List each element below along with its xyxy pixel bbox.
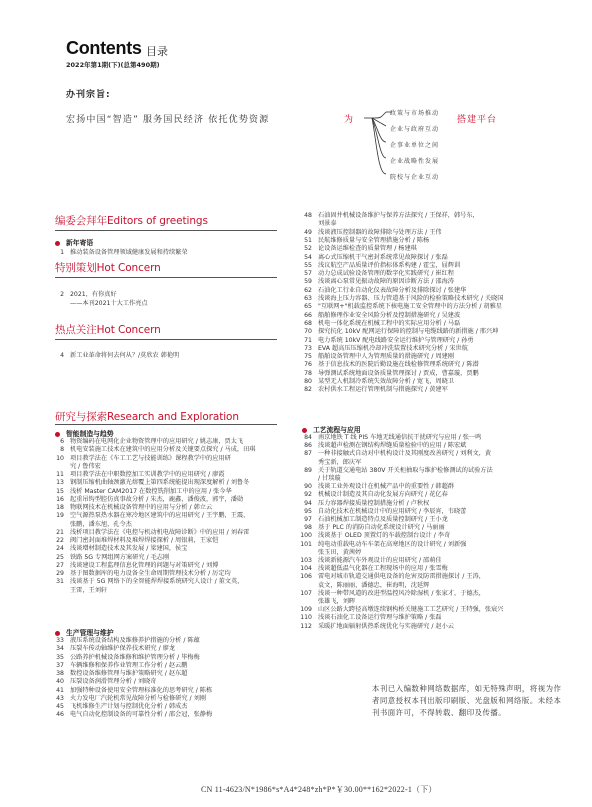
entry-title: 压力容器焊接质量控制措施分析 / 卢秋权 xyxy=(318,499,430,507)
page-number: 90 xyxy=(304,483,312,491)
page-number: 71 xyxy=(304,336,312,344)
page-number: 86 xyxy=(304,442,312,450)
entry-title: 张雄飞，刘晖 xyxy=(318,598,356,605)
entry-title: 浅析 Master CAM2017 在数控铣削加工中的应用 / 张今华 xyxy=(70,487,232,495)
toc-entry xyxy=(47,471,225,479)
toc-entry xyxy=(295,491,448,499)
entry-title: 数控设备维修管理与维护策略研究 / 赵东超 xyxy=(70,670,188,677)
toc-entry xyxy=(295,508,466,516)
page-title-cn: 目录 xyxy=(146,45,168,58)
toc-entry xyxy=(47,562,218,570)
page-number: 40 xyxy=(56,678,64,686)
toc-entry xyxy=(47,537,218,545)
toc-entry xyxy=(47,570,231,578)
page-number: 35 xyxy=(56,653,64,661)
toc-entry xyxy=(295,598,355,606)
page-number: 38 xyxy=(56,670,64,677)
toc-entry xyxy=(47,587,107,595)
page-number: 92 xyxy=(304,491,312,499)
subhead-label: 智能制造与趋势 xyxy=(66,430,114,438)
subhead-process xyxy=(302,424,361,434)
page-number: 84 xyxy=(304,434,312,441)
toc-entry xyxy=(47,662,187,670)
entry-title: 基于图数据库的电力设备全生命周期管理技术分析 / 厉定均 xyxy=(70,570,231,577)
page-number: 41 xyxy=(56,686,64,694)
toc-entry xyxy=(295,254,448,262)
page-number: 52 xyxy=(304,245,312,253)
entry-title: 浅谈新能源汽车外观设计的应用研究 / 邵萌佳 xyxy=(318,557,442,564)
toc-entry xyxy=(295,386,448,394)
toc-entry xyxy=(47,291,117,299)
toc-entry xyxy=(295,573,485,581)
entry-title: 基于 PLC 的消防自动化系统设计研究 / 马丽丽 xyxy=(318,524,445,532)
purpose-branch: 企业与政府互动 xyxy=(390,126,440,133)
purpose-branch: 政策与市场推动 xyxy=(390,110,440,117)
section-rule xyxy=(55,339,277,340)
toc-entry xyxy=(295,337,474,345)
page-number: 95 xyxy=(304,507,312,515)
page-number: 106 xyxy=(300,573,312,581)
bullet-dot xyxy=(55,432,60,437)
entry-title: 加强特种设备使用安全管理标准化的思考研究 / 陈栋 xyxy=(70,686,213,694)
page-number: 51 xyxy=(304,236,312,244)
toc-entry xyxy=(295,328,498,336)
entry-title: ——本刊2021十大工作亮点 xyxy=(70,299,148,307)
subhead-label: 新年寄语 xyxy=(66,239,94,247)
page-number: 110 xyxy=(300,614,312,622)
page-number: 11 xyxy=(56,471,64,478)
toc-entry xyxy=(295,516,448,524)
page-number: 37 xyxy=(56,661,64,669)
toc-entry xyxy=(47,554,169,562)
toc-entry xyxy=(295,345,468,353)
toc-entry xyxy=(47,703,187,711)
section-title-research: 研究与探索Research and Exploration xyxy=(55,411,239,423)
entry-title: 石油化工行业自动化仪表故障分析及排除探讨 / 张建华 xyxy=(318,286,467,294)
toc-entry xyxy=(295,500,429,508)
entry-title: 飞机维修生产计划与控制优化分析 / 韩成杰 xyxy=(70,703,188,710)
toc-entry xyxy=(295,450,491,458)
entry-title: 浅谈工业外观设计在机械产品中的重要性 / 韩超群 xyxy=(318,483,454,491)
entry-title: 基于信息技术的医院后勤设施在线检修管理系统研究 / 陈潜 xyxy=(318,361,479,369)
entry-title: 一种非接触式自动对中机构设计及其刚度改善研究 / 刘利文，黄 xyxy=(318,450,492,458)
page-number: 97 xyxy=(304,516,312,523)
toc-entry xyxy=(295,361,479,369)
page-number: 24 xyxy=(56,545,64,553)
page-number: 101 xyxy=(300,540,312,548)
toc-entry xyxy=(295,378,454,386)
entry-title: 浅谈基于 OLED 顶置灯的车载控制台设计 / 李奇 xyxy=(318,532,451,540)
page-number: 75 xyxy=(304,353,312,361)
page-number: 22 xyxy=(56,537,64,544)
page-number: 94 xyxy=(304,499,312,507)
cn-code: CN 11-4623/N*1986*s*A4*248*zh*P*￥30.00**162*2022-1（下） xyxy=(201,785,437,794)
toc-entry xyxy=(295,541,466,549)
brace-lines xyxy=(364,108,392,178)
entry-title: 某型无人机制冷系统失效故障分析 / 宽飞，周晓卫 xyxy=(318,378,454,385)
section-rule xyxy=(55,277,277,278)
entry-title: 火力发电厂汽轮机常见故障分析与检修研究 / 刘刚 xyxy=(70,694,206,702)
page-number: 70 xyxy=(304,328,312,336)
toc-entry xyxy=(295,287,466,295)
toc-entry xyxy=(295,582,429,590)
entry-title: 钢制压缩机曲轴颈激光熔覆上第四系统能提出现深度解析 / 刘鲁冬 xyxy=(70,479,250,487)
page-number: 4 xyxy=(60,352,64,359)
toc-entry xyxy=(295,312,460,320)
toc-entry xyxy=(47,488,232,496)
toc-entry xyxy=(295,220,337,228)
page-number: 25 xyxy=(56,553,64,561)
entry-title: 雷电对城市轨道交通供电设备的危害及防雷措施探讨 / 王涛， xyxy=(318,573,485,581)
subhead-label: 生产管理与维护 xyxy=(66,629,114,637)
entry-title: 关于轨道交通电站 380V 开关柜抽取与维护检修测试的试验方法 xyxy=(318,466,493,474)
toc-entry xyxy=(295,459,361,467)
toc-entry xyxy=(295,614,442,622)
section-title-hot: 热点关注Hot Concern xyxy=(55,324,161,336)
toc-entry xyxy=(295,320,460,328)
entry-title: 石油机械加工制造特点及质量控制研究 / 王小龙 xyxy=(318,516,448,523)
entry-title: 探究抗化 10kV 配网运行保障的控制与电缆线路的新措施 / 邢兴坤 xyxy=(318,328,499,336)
subhead-smart-manufacturing xyxy=(55,428,114,438)
toc-entry xyxy=(295,532,450,540)
page-number: 54 xyxy=(304,253,312,261)
toc-entry xyxy=(47,352,179,360)
entry-title: 车辆维修和保养作业管理工作分析 / 赵云鹏 xyxy=(70,661,188,669)
entry-title: 导弹测试系统地面设备质量管理探讨 / 贾成，曹嘉璇，贾鹏 xyxy=(318,369,479,377)
entry-title: 自动化技术在机械设计中的应用研究 / 李辰宵，韦晓蕾 xyxy=(318,507,467,515)
issue-number: 2022年第1期(下)(总第490期) xyxy=(66,61,160,69)
entry-title: 离心式压缩机干气密封系统常见故障探讨 / 张磊 xyxy=(318,253,448,261)
page-number: 46 xyxy=(56,711,64,719)
page-number: 8 xyxy=(60,446,64,454)
entry-title: 项目教学法在中职数控加工实训教学中的应用研究 / 廖霞 xyxy=(70,471,225,478)
toc-entry xyxy=(295,212,479,220)
entry-title: 阀门密封面堆焊材料及堆焊焊接探析 / 周银莉，王家恺 xyxy=(70,537,219,544)
toc-entry xyxy=(295,237,429,245)
purpose-branch: 企业战略性发展 xyxy=(390,158,440,165)
entry-title: 液压系统设备结构及维修养护措施的分析 / 陈蕴 xyxy=(70,637,200,644)
bullet-dot xyxy=(55,241,60,246)
page-number: 19 xyxy=(56,512,64,520)
toc-entry xyxy=(47,529,249,537)
toc-entry xyxy=(295,353,454,361)
entry-title: 纯电动重载电动车车架在高寒地区的设计研究 / 刘新强 xyxy=(318,540,467,548)
page-number: 109 xyxy=(300,606,312,614)
entry-title: 物资编码在电网化企业物资管理中的应用研究 / 姚志康，贾太飞 xyxy=(70,438,244,445)
page-number: 43 xyxy=(56,694,64,702)
page-number: 1 xyxy=(60,249,64,256)
toc-entry xyxy=(295,270,454,278)
toc-entry xyxy=(295,303,502,311)
entry-title: 刘景泰 xyxy=(318,220,337,228)
toc-entry xyxy=(47,578,243,586)
entry-title: EVA 超高压压缩机冷却冲洗装置技术研究分析 / 宋世航 xyxy=(318,344,468,352)
page-number: 21 xyxy=(56,528,64,536)
page-number: 76 xyxy=(304,361,312,369)
entry-title: 船舶设备管理中人为管理质量的措施研究 / 周建刚 xyxy=(318,353,454,361)
toc-entry xyxy=(295,557,442,565)
toc-entry xyxy=(295,524,445,532)
toc-entry xyxy=(47,463,101,471)
toc-entry xyxy=(47,670,187,678)
page-number: 49 xyxy=(304,228,312,236)
entry-title: 铁路 5G 专网组网方案研究 / 毛志刚 xyxy=(70,553,170,561)
entry-title: 船舶修理作业安全风险分析及控制措施研究 / 吴建波 xyxy=(318,311,461,319)
page-number: 31 xyxy=(56,578,64,586)
entry-title: 公路养护机械设备维修和维护管理分析 / 毕梅梅 xyxy=(70,653,200,661)
toc-entry xyxy=(295,295,503,303)
entry-title: 民航维修质量与安全管理措施分析 / 陈杨 xyxy=(318,236,430,244)
page-number: 27 xyxy=(56,561,64,569)
entry-title: 采暖扩地面辐射供热系统优化与实施研究 / 赵小云 xyxy=(318,622,454,630)
toc-entry xyxy=(47,711,212,719)
toc-entry xyxy=(295,262,460,270)
page-number: 13 xyxy=(56,479,64,487)
section-rule xyxy=(55,230,277,231)
entry-title: 浅谈基于 5G 网络下的全智能焊焊接系统研究人设计 / 董文英， xyxy=(70,578,244,586)
toc-entry xyxy=(295,623,454,631)
toc-entry xyxy=(295,229,442,237)
entry-title: 项目教学法在《车工工艺与技能训练》课程教学中的应用研 xyxy=(70,454,231,462)
toc-entry xyxy=(47,645,175,653)
page-number: 63 xyxy=(304,295,312,302)
toc-entry xyxy=(47,678,156,686)
entry-title: 袁文，陈丽丽，潘德忠，崔海明，沈延辉 xyxy=(318,581,430,589)
page-number: 89 xyxy=(304,466,312,474)
page-number: 66 xyxy=(304,311,312,319)
page-number: 68 xyxy=(304,319,312,327)
toc-entry xyxy=(295,434,481,442)
entry-title: 浅谈超声检测在钢结构焊缝质量检验中的应用 / 陈宏斌 xyxy=(318,442,467,450)
page-number: 57 xyxy=(304,270,312,278)
entry-title: 浅谈一种带风道的改进型温控风冷除湿机 / 张家才，于德杰， xyxy=(318,589,485,597)
purpose-wei: 为 xyxy=(344,115,355,125)
section-title-greetings: 编委会拜年Editors of greetings xyxy=(55,215,208,227)
entry-title: 浅析项目教学法在《电控与机动机电故障诊断》中的应用 / 刘春雷 xyxy=(70,528,250,536)
entry-title: 秀宝新，郎庆军 xyxy=(318,458,362,466)
entry-title: 石油固井机械设备维护与保养方法探究 / 王保祥，韩号东， xyxy=(318,212,479,219)
page-number: 112 xyxy=(300,622,312,630)
page-number: 104 xyxy=(300,565,312,573)
entry-title: 动力总成试验设备管理的数字化实践研究 / 崔红程 xyxy=(318,270,454,278)
subhead-label: 工艺流程与应用 xyxy=(313,426,361,434)
toc-entry xyxy=(47,654,200,662)
purpose-branch: 企事业单位之间 xyxy=(390,142,440,149)
page-number: 18 xyxy=(56,504,64,511)
entry-title: 张鹏，潘东旭，孔令杰 xyxy=(70,520,132,528)
entry-title: 浅谈离心泵常见振动故障的原因诊断方法 / 邵海涛 xyxy=(318,278,454,286)
toc-entry xyxy=(47,512,249,520)
page-number: 55 xyxy=(304,261,312,269)
toc-entry xyxy=(295,483,454,491)
page-title: Contents xyxy=(66,38,142,58)
page-number: 34 xyxy=(56,645,64,653)
purpose-slogan: 宏扬中国“智造” 服务国民经济 依托优势资源 xyxy=(66,115,270,125)
entry-title: 浅议航空产品质量评价指标体系构建 / 霍宝，屈辉训 xyxy=(318,261,461,269)
entry-title: 浅谈石油化工设备运行管理与维护策略 / 张磊 xyxy=(318,614,442,622)
toc-entry xyxy=(295,565,448,573)
entry-title: 压裂设备润滑管理分析 / 刘晓奇 xyxy=(70,678,157,686)
purpose-platform: 搭建平台 xyxy=(457,115,498,125)
toc-entry xyxy=(47,637,200,645)
toc-entry xyxy=(47,300,148,308)
page-number: 82 xyxy=(304,386,312,394)
bullet-dot xyxy=(302,428,307,433)
page-number: 107 xyxy=(300,589,312,597)
toc-entry xyxy=(295,590,485,598)
toc-entry xyxy=(295,370,479,378)
entry-title: 浅谈增材制造技术及其发展 / 梁建国，侯宝 xyxy=(70,545,188,553)
toc-entry xyxy=(47,695,206,703)
page-number: 16 xyxy=(56,495,64,503)
toc-entry xyxy=(47,446,255,454)
toc-entry xyxy=(295,606,503,614)
entry-title: 农村供水工程运行管理机制与措施探究 / 黄建军 xyxy=(318,386,448,394)
subhead-production xyxy=(55,627,114,637)
toc-entry xyxy=(295,442,466,450)
page-number: 6 xyxy=(60,438,64,445)
toc-entry xyxy=(295,467,493,475)
toc-entry xyxy=(47,545,187,553)
section-title-special: 特别策划Hot Concern xyxy=(55,262,161,274)
toc-entry xyxy=(295,278,454,286)
entry-title: 浅谈建设工程监理信息化管理的问题与对策研究 / 刘博 xyxy=(70,561,219,569)
page-number: 29 xyxy=(56,570,64,577)
entry-title: 电气自动化控制设备的可靠性分析 / 邵会冠，张静梅 xyxy=(70,711,213,719)
toc-entry xyxy=(47,479,249,487)
page-number: 73 xyxy=(304,344,312,352)
toc-entry xyxy=(47,687,212,695)
entry-title: 机电一体化系统在机械工程中的实际应用分析 / 马磊 xyxy=(318,319,461,327)
entry-title: 电力系统 10kV 配电线路安全运行维护与管理研究 / 孙勇 xyxy=(318,336,474,344)
page-number: 48 xyxy=(304,212,312,219)
entry-title: 起重吊钩型腔仿真事故分析 / 朱杰，鹿鑫，潘俊波，郭宇，潘勋 xyxy=(70,495,244,503)
page-number: 59 xyxy=(304,278,312,286)
toc-entry xyxy=(47,521,132,529)
entry-title: 山区公路大跨径高墩连续钢构桥关键施工工艺研究 / 王特强，张宸兴 xyxy=(318,606,504,614)
entry-title: / 甘琰璇 xyxy=(318,475,341,482)
page-number: 45 xyxy=(56,703,64,710)
entry-title: 机电安装施工技术在建筑中的应用分析及关键要点探究 / 马成，田琪 xyxy=(70,446,256,454)
toc-entry xyxy=(47,249,188,257)
toc-entry xyxy=(47,504,212,512)
bullet-dot xyxy=(55,631,60,636)
entry-title: 南京地铁 T 线 PIS 车地无线通信抗干扰研究与应用 / 张一鸣 xyxy=(318,434,482,441)
subhead-new-year xyxy=(55,237,93,247)
entry-title: 浅谈海上压力容器、压力管道基于风险的检验策略技术研究 / 关晓国 xyxy=(318,295,504,302)
entry-title: 机械设计制造及其自动化发展方向研究 / 花亿春 xyxy=(318,491,448,499)
page-number: 33 xyxy=(56,637,64,644)
page-number: 15 xyxy=(56,487,64,495)
copyright-notice: 本刊已入编数种网络数据库，如无特殊声明，将视为作者同意授权本刊出版印刷版、光盘版和网络版。未经本刊书面许可，不得转载、翻印及传播。 xyxy=(372,684,562,717)
toc-entry xyxy=(295,475,341,483)
page-number: 98 xyxy=(304,524,312,532)
page-number: 87 xyxy=(304,450,312,458)
page-number: 78 xyxy=(304,369,312,377)
page-number: 103 xyxy=(300,557,312,564)
entry-title: 王雷，王刘轩 xyxy=(70,586,108,594)
page-number: 62 xyxy=(304,286,312,294)
entry-title: "互联网+"机载监控系统下核电施工安全管理中的方法分析 / 胡雅星 xyxy=(318,303,502,311)
entry-title: 2021，有你真好 xyxy=(70,291,117,298)
page-number: 2 xyxy=(60,291,64,298)
section-rule xyxy=(55,424,277,425)
entry-title: 空气源热泵热水器在寒冷地区建筑中的应用研究 / 王宇鹏，王震， xyxy=(70,512,250,520)
entry-title: 压裂车传动轴维护保养技术研究 / 廖龙 xyxy=(70,645,176,653)
entry-title: 论设备运维检查的质量管理 / 杨建琪 xyxy=(318,245,417,253)
toc-entry xyxy=(47,455,231,463)
entry-title: 究 / 鲁伟宏 xyxy=(70,462,101,470)
entry-title: 张玉田，黄茜婷 xyxy=(318,548,362,556)
toc-entry xyxy=(47,438,243,446)
page-number: 100 xyxy=(300,532,312,540)
entry-title: 浅谈超低温气化器在工程现场中的应用 / 张雪梅 xyxy=(318,565,448,573)
toc-entry xyxy=(47,496,243,504)
page-number: 80 xyxy=(304,378,312,385)
entry-title: 物联网技术在机械设备管理中的应用与分析 / 韩立云 xyxy=(70,504,213,511)
page-number: 65 xyxy=(304,303,312,311)
entry-title: 浅谈液压控制器的故障排除与处理方法 / 王伟 xyxy=(318,228,442,236)
entry-title: 新工业革命将何去何从？/莫欣农 韩艳明 xyxy=(70,352,180,359)
page-number: 10 xyxy=(56,454,64,462)
entry-title: 推动装备设备管理领域健康发展和持续繁荣 xyxy=(70,249,188,256)
purpose-label: 办刊宗旨: xyxy=(66,90,111,100)
toc-entry xyxy=(295,549,361,557)
purpose-branch: 院校与企业互动 xyxy=(390,174,440,181)
toc-entry xyxy=(295,245,417,253)
